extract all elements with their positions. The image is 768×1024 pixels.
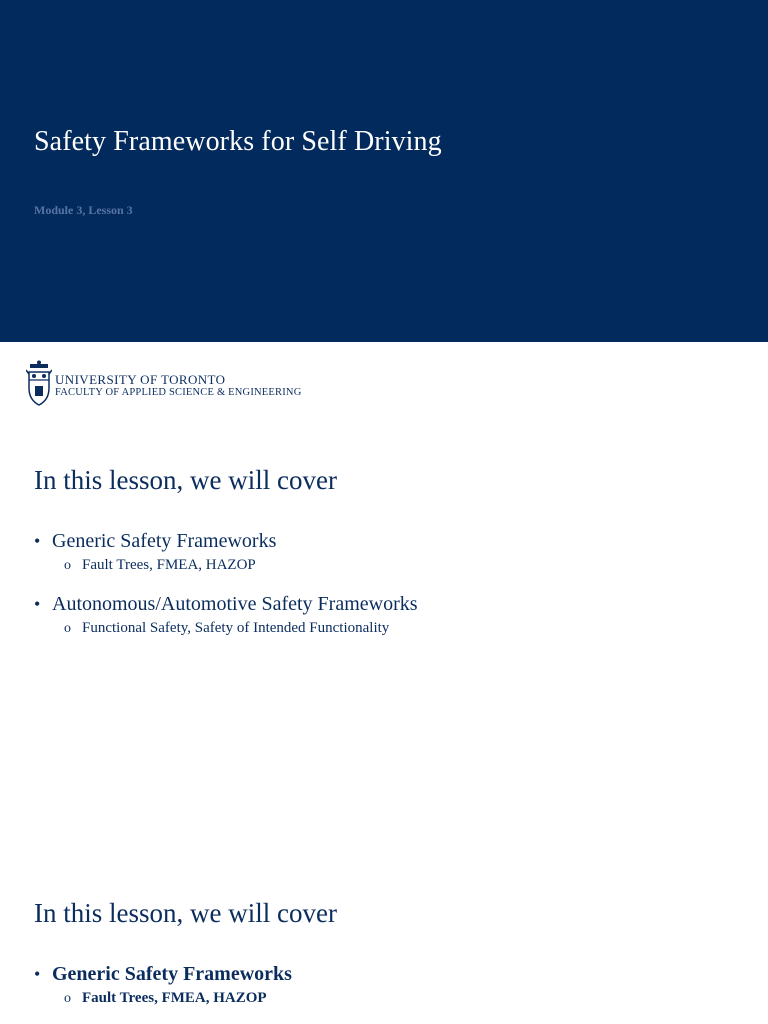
title-slide	[0, 0, 768, 342]
slide-overview-highlight	[0, 862, 768, 1024]
slide-heading: In this lesson, we will cover	[34, 465, 337, 495]
university-name: UNIVERSITY OF TORONTO	[55, 372, 226, 387]
faculty-name: FACULTY OF APPLIED SCIENCE & ENGINEERING	[55, 387, 302, 398]
slide-heading: In this lesson, we will cover	[34, 898, 337, 928]
crest-icon	[26, 360, 52, 406]
topic-label: Generic Safety Frameworks	[52, 963, 292, 985]
topic-list	[34, 963, 292, 1024]
lesson-title: Safety Frameworks for Self Driving	[34, 126, 442, 157]
bullet-icon: •	[34, 964, 41, 984]
topic-label: Generic Safety Frameworks	[52, 530, 277, 552]
slide-overview	[0, 342, 768, 762]
topic-list	[34, 530, 418, 656]
subtopic-label: Functional Safety, Safety of Intended Functionality	[82, 620, 390, 636]
lesson-subtitle: Module 3, Lesson 3	[34, 203, 133, 217]
circle-bullet-icon: o	[64, 621, 71, 636]
bullet-icon: •	[34, 531, 41, 551]
subtopic-label: Fault Trees, FMEA, HAZOP	[82, 990, 267, 1006]
topic-label: Autonomous/Automotive Safety Frameworks	[52, 593, 418, 615]
subtopic-label: Fault Trees, FMEA, HAZOP	[82, 557, 256, 573]
bullet-icon: •	[34, 594, 41, 614]
list-item	[34, 963, 292, 1007]
university-logo	[26, 360, 326, 408]
list-item	[34, 530, 418, 574]
circle-bullet-icon: o	[64, 558, 71, 573]
list-item	[34, 593, 418, 637]
circle-bullet-icon: o	[64, 991, 71, 1006]
